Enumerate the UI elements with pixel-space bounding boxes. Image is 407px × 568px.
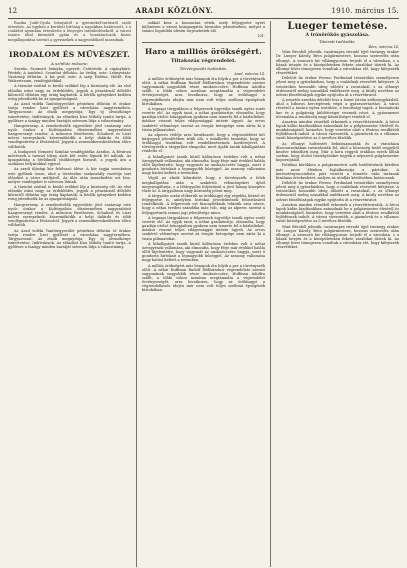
article-text: Ausztria minden részéből érkeznek a részvéttáviratok. A bécsi lapok külön kiadásokban számolnak be a polgármester életéről és munkásságáról, kiemelve, hogy vezetése alatt a főváros rendkívüli fejlődésnek indult. A városi vízvezeték, a gázművek és a villamos vasút községesítése az ő nevéhez fűződik.: [276, 119, 399, 141]
article-source-note: Törvényszéki tudósítás.: [179, 65, 228, 71]
subsection-heading: A színház műsora:: [51, 60, 88, 66]
article-text: A társulat ezúttal is kiváló erőkkel lép a közönség elé. Az első előadás iránt nagy az érdeklődés, jegyek a pénztárnál délelőtt kilenctől délután egy óráig kaphatók. A bérlők igényeiket kedden estig jelenthetik be az igazgatóságnál.: [8, 84, 131, 101]
article-text: A tegnapi tárgyaláson a felperesek ügyvédje tanúk egész sorát vezette elő. Az egyik tanú, a néhai gazdatisztje, elmondta, hogy gazdája utolsó hónapjaiban gyakran nem ismerte fel a házbelieket, máskor viszont teljes világossággal intézte ügyeit. Az orvos szakértő véleménye szerint az öregúr betegsége nem zárta ki a tiszta pillanatokat.: [142, 106, 265, 132]
article-subheadline: Tiltakozás végrendelet.: [170, 57, 237, 64]
article-text: sokkal kesz a huszonhat vétek, mely feljegyzést nyert különösen a városi közigazgatás hivatalos jelentésében, melyet a tanács legutóbbi ülésén terjesztettek elő.: [142, 21, 265, 34]
article-source-note: Távirati tudósítás.: [319, 39, 356, 45]
column-right: [270, 21, 399, 567]
divider: [142, 42, 265, 43]
article-text: Az elhunyt holttestét bebalzsamozták és a városháza díszcsarnokában ravatalozták fel, ahol a közönség kedd reggeltől kezdve tekintheti meg. Már a kora reggeli órákban ezrek álltak sorban, hogy utolsó tisztelgésüket tegyék a népszerű polgármester koporsójánál.: [276, 141, 399, 163]
column-middle: [136, 21, 270, 567]
article-text: Az Arad vidéki Tanítóegyesület pénteken délután öt órakor tartja rendes havi gyűlését a városháza nagytermében. Tárgysorozat: Az elnök megnyitója; Egy új olvasókönyv ismertetése; Indítványok. Az előadást Kiss Mihály tanító tartja. A gyűlésre a tanügy minden barátját szívesen látja a választmány.: [8, 102, 131, 123]
issue-date: 1910. március 15.: [331, 7, 399, 15]
article-text: Hangverseny. A zenekedvelők egyesülete jövő vasárnap este nyolc órakor a Kultúrpalota dísztermében nagyszabású hangversenyt rendez. A műsoron Beethoven, Schubert és Liszt művei szerepelnek, közreműködik a helyi dalárda és több vendégművész a fővárosból. Jegyek a zeneműkereskedésben előre válthatók.: [8, 202, 131, 228]
article-text: Az aradi ifjúsági kör felolvasó ülése. A kör tagjai szombaton este gyűlnek össze, ahol a történelmi szakosztály vezetője tart előadást a város múltjáról. Az ülés után ismerkedési est lesz, melyre vendégeket is szívesen látnak.: [8, 167, 131, 184]
article-text: Végül az elnök kihirdette, hogy a törvényszék a felek meghallgatása után a szakértői véleményeket újból megvizsgáltatja, s a főtárgyalás folytatását a jövő hónap közepére tűzte ki. A tárgyaláson nagy közönség jelent meg.: [142, 176, 265, 193]
article-text: A milliós örökségért már hónapok óta folyik a per a törvényszék előtt. A néhai Hoffman Rudolf földbirtokos végrendelete szerint vagyonának nagyobbik része unokaöccsére, Hoffman Adolfra szállt, a többi rokon azonban megtámadta a végrendelet érvényességét, arra hivatkozva, hogy az örökhagyó a végrendelkezés idején már nem volt teljes szellemi épségének birtokában.: [142, 76, 265, 106]
article-text: Mint Bécsből jelentik, vasárnapra virradó éjjel tizenegy órakor Dr. Lueger Károly, Bécs polgármestere, hosszas szenvedés után elhunyt. A szomorú hír villámgyorsan terjedt el a városban, s a házak tetején és a középületeken fekete zászlókat tűztek ki. Az elhunyt hívei tömegesen vonultak a városháza elé, hogy kifejezzék részvétüket.: [276, 224, 399, 250]
article-text: A temetés szerdán délelőtt lesz a Szent István székesegyházból, ahol a bíboros hercegérsek végzi a gyászszertartást. A város részéről a tanács egész testülete, a bizottsági tagok, a hivatalnoki kar és a polgárság küldöttségei vesznek részt. A gyászmenet útvonalán a rendőrség nagy készültséget rendelt el.: [276, 98, 399, 119]
article-text: Ausztria minden részéből érkeznek a részvéttáviratok. A bécsi lapok külön kiadásokban számolnak be a polgármester életéről és munkásságáról, kiemelve, hogy vezetése alatt a főváros rendkívüli fejlődésnek indult. A városi vízvezeték, a gázművek és a villamos vasút községesítése az ő nevéhez fűződik.: [276, 202, 399, 224]
article-headline: Haro a milliós örökségért.: [145, 46, 262, 56]
article-text: Politikai körökben a polgármesteri szék betöltésének kérdése már most élénken foglalkoztatja a pártokat. A keresztényszocialista párt vezetői a temetés után tartanak bizalmas értekezletet, melyen az utódlás kérdésében határoznak.: [276, 163, 399, 180]
article-text: A tegnapi tárgyaláson a felperesek ügyvédje tanúk egész sorát vezette elő. Az egyik tanú, a néhai gazdatisztje, elmondta, hogy gazdája utolsó hónapjaiban gyakran nem ismerte fel a házbelieket, máskor viszont teljes világossággal intézte ügyeit. Az orvos szakértő véleménye szerint az öregúr betegsége nem zárta ki a tiszta pillanatokat.: [142, 215, 265, 241]
newspaper-title: ARADI KÖZLÖNY.: [135, 6, 214, 15]
article-dateline: Bécs, március 14.: [368, 45, 399, 50]
article-text: A kihallgatott tanúk közül különösen érdekes volt a néhai özvegyének vallomása, aki elmondta, hogy férje már évekkel halála előtt kijelentette, hogy vagyonát az unokaöccsére hagyja, mert ő gondozta birtokait a legnagyobb hűséggel. Az asszony vallomása nagy hatást keltett a teremben.: [142, 154, 265, 176]
article-text: A milliós örökségért már hónapok óta folyik a per a törvényszék előtt. A néhai Hoffman Rudolf földbirtokos végrendelete szerint vagyonának nagyobbik része unokaöccsére, Hoffman Adolfra szállt, a többi rokon azonban megtámadta a végrendelet érvényességét, arra hivatkozva, hogy az örökhagyó a végrendelkezés idején már nem volt teljes szellemi épségének birtokában.: [142, 263, 265, 293]
article-text: A társulat ezúttal is kiváló erőkkel lép a közönség elé. Az első előadás iránt nagy az érdeklődés, jegyek a pénztárnál délelőtt kilenctől délután egy óráig kaphatók. A bérlők igényeiket kedden estig jelenthetik be az igazgatóságnál.: [8, 185, 131, 202]
text-columns: [8, 21, 399, 567]
article-dateline: Arad, március 14.: [234, 71, 265, 76]
lead-headline: Lueger temetése.: [287, 21, 388, 32]
divider: [45, 45, 94, 46]
article-text: A tárgyalás során előkerült az örökhagyó egy régebbi, kézzel írt feljegyzése is, amelyben birtokai jövedelmének felosztásáról rendelkezik. A felperesek ezt bizonyítéknak tekintik arra nézve, hogy a néhai eredeti szándéka más volt, míg az alperes szerint a feljegyzésnek semmi jogi jelentősége nincs.: [142, 194, 265, 215]
lead-subheadline: A trónörökös gyászolása.: [305, 33, 370, 38]
article-text: Délelőtt tíz órakor Ferenc Ferdinánd trónörökös személyesen jelent meg a gyászházban, hogy a családnak részvétét kifejezze. A trónörökös hosszabb ideig időzött a ravatalnál, s az elhunyt érdemeiről meleg szavakkal emlékezett meg. A király nevében az udvari főméltóságok egyike nyújtotta át a részvétiratot.: [276, 76, 399, 97]
column-left: [8, 21, 136, 567]
article-text: A kihallgatott tanúk közül különösen érdekes volt a néhai özvegyének vallomása, aki elmondta, hogy férje már évekkel halála előtt kijelentette, hogy vagyonát az unokaöccsére hagyja, mert ő gondozta birtokait a legnagyobb hűséggel. Az asszony vallomása nagy hatást keltett a teremben.: [142, 241, 265, 263]
article-text: Az Arad vidéki Tanítóegyesület pénteken délután öt órakor tartja rendes havi gyűlését a városháza nagytermében. Tárgysorozat: Az elnök megnyitója; Egy új olvasókönyv ismertetése; Indítványok. Az előadást Kiss Mihály tanító tartja. A gyűlésre a tanügy minden barátját szívesen látja a választmány.: [8, 228, 131, 250]
article-text: Rozika Judit-Gyula leányaitól a gyermekel-tartásról szóló értesítés. Az ügyben a kerületi bíróság a napokban határozott, s a családot nyomban értesítette a lényeges intézkedésekről. A városi tanács által kirendelt gyám és a hozzátartozók közös megállapodása szerint a gyermekek a nagyszülőknél maradnak.: [8, 21, 131, 42]
theatre-program: Szerda: Szomorú leányka, operett. Csütörtök: A cigánybáró. Péntek: A tanítónő. Szombat délután: Az ördög, este: Leányvásár. Vasárnap délután: A kis gróf, este: A szép Heléna. Hétfő: Ein Walzertraum, vendégjátékkal.: [8, 66, 131, 84]
article-text: A budapesti Nemzeti Színház vendégjátéka Aradon. A fővárosi művészek a tavaszi idény alatt két estén lépnek fel nálunk. Az igazgatóság a bérlőknek elsőbbséget biztosít, a jegyek ára a szokásos helyárakkal egyező.: [8, 149, 131, 167]
price-note: 101.: [257, 34, 265, 39]
article-text: Délelőtt tíz órakor Ferenc Ferdinánd trónörökös személyesen jelent meg a gyászházban, hogy a családnak részvétét kifejezze. A trónörökös hosszabb ideig időzött a ravatalnál, s az elhunyt érdemeiről meleg szavakkal emlékezett meg. A király nevében az udvari főméltóságok egyike nyújtotta át a részvétiratot.: [276, 181, 399, 202]
page-number: 12: [8, 7, 18, 15]
page-header: [8, 6, 399, 19]
article-text: Az alperes védője arra hivatkozott, hogy a végrendeletet két közjegyző jelenlétében írták alá, s mindkettő tanúsítja, hogy az örökhagyó tisztában volt rendelkezéseinek horderejével. A törvényszék a tárgyalást elnapolta, mert újabb tanúk kihallgatását rendelte el.: [142, 132, 265, 154]
article-text: Hangverseny. A zenekedvelők egyesülete jövő vasárnap este nyolc órakor a Kultúrpalota dísztermében nagyszabású hangversenyt rendez. A műsoron Beethoven, Schubert és Liszt művei szerepelnek, közreműködik a helyi dalárda és több vendégművész a fővárosból. Jegyek a zeneműkereskedésben előre válthatók.: [8, 123, 131, 149]
article-text: Mint Bécsből jelentik, vasárnapra virradó éjjel tizenegy órakor Dr. Lueger Károly, Bécs polgármestere, hosszas szenvedés után elhunyt. A szomorú hír villámgyorsan terjedt el a városban, s a házak tetején és a középületeken fekete zászlókat tűztek ki. Az elhunyt hívei tömegesen vonultak a városháza elé, hogy kifejezzék részvétüket.: [276, 50, 399, 76]
section-heading: IRODALOM ÉS MŰVÉSZET.: [9, 49, 130, 59]
